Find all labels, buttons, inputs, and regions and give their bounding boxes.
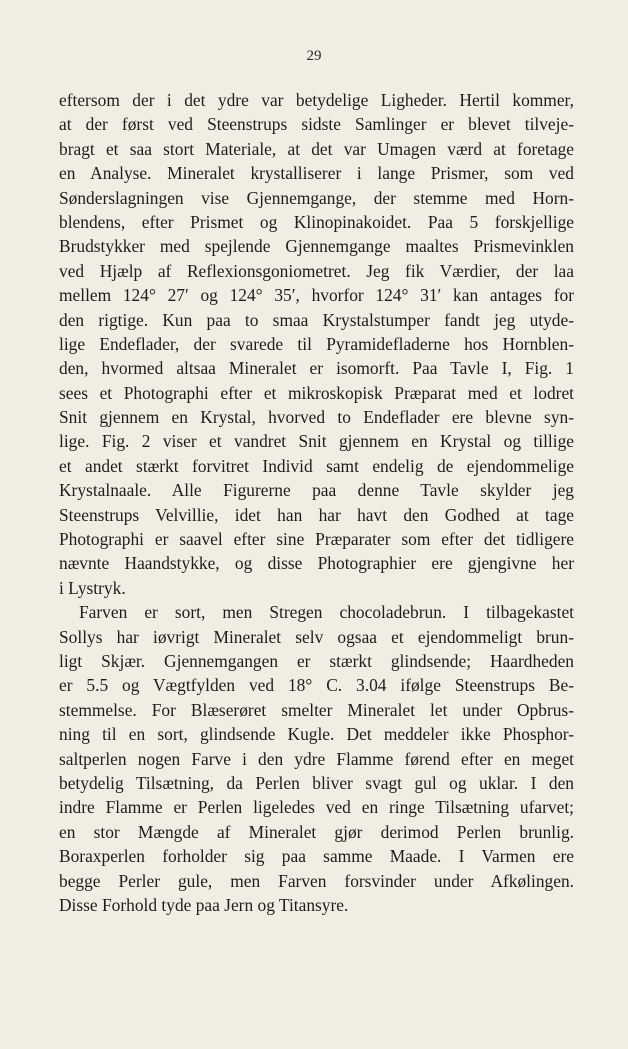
text-line: en Analyse. Mineralet krystalliserer i lange Prismer, som ved (59, 163, 574, 184)
body-text (59, 88, 574, 917)
text-line: blendens, efter Prismet og Klinopinakoidet. Paa 5 forskjellige (59, 211, 574, 232)
text-line: betydelig Tilsætning, da Perlen bliver svagt gul og uklar. I den (59, 772, 574, 793)
text-line: en stor Mængde af Mineralet gjør derimod Perlen brunlig. (59, 821, 574, 842)
text-line: den rigtige. Kun paa to smaa Krystalstumper fandt jeg utyde- (59, 309, 574, 330)
text-line: ved Hjælp af Reflexionsgoniometret. Jeg fik Værdier, der laa (59, 260, 574, 281)
text-line: sees et Photographi efter et mikroskopisk Præparat med et lodret (59, 382, 574, 403)
text-line: mellem 124° 27′ og 124° 35′, hvorfor 124° 31′ kan antages for (59, 285, 574, 306)
text-line: Snit gjennem en Krystal, hvorved to Endeflader ere blevne syn- (59, 407, 574, 428)
text-line: begge Perler gule, men Farven forsvinder under Afkølingen. (59, 870, 574, 891)
text-line: Farven er sort, men Stregen chocoladebrun. I tilbagekastet (79, 602, 574, 623)
text-line: ligt Skjær. Gjennemgangen er stærkt glindsende; Haardheden (59, 650, 574, 671)
text-line: saltperlen nogen Farve i den ydre Flamme førend efter en meget (59, 748, 574, 769)
text-line: eftersom der i det ydre var betydelige Ligheder. Hertil kommer, (59, 90, 574, 110)
text-line: Krystalnaale. Alle Figurerne paa denne Tavle skylder jeg (59, 480, 574, 501)
text-line: Disse Forhold tyde paa Jern og Titansyre. (59, 894, 349, 915)
text-line: lige. Fig. 2 viser et vandret Snit gjennem en Krystal og tillige (59, 431, 574, 452)
text-line: Photographi er saavel efter sine Præparater som efter det tidligere (59, 529, 574, 550)
text-line: et andet stærkt forvitret Individ samt endelig de ejendommelige (59, 455, 574, 476)
page-number: 29 (306, 48, 322, 64)
text-line: stemmelse. For Blæserøret smelter Mineralet let under Opbrus- (59, 699, 574, 720)
text-line: Steenstrups Velvillie, idet han har havt den Godhed at tage (59, 504, 574, 525)
text-line: i Lystryk. (59, 577, 126, 598)
text-line: indre Flamme er Perlen ligeledes ved en ringe Tilsætning ufarvet; (59, 797, 574, 818)
text-line: lige Endeflader, der svarede til Pyramidefladerne hos Hornblen- (59, 333, 574, 354)
text-line: Sollys har iøvrigt Mineralet selv ogsaa et ejendommeligt brun- (59, 626, 574, 647)
text-line: Brudstykker med spejlende Gjennemgange maaltes Prismevinklen (59, 236, 574, 257)
text-line: den, hvormed altsaa Mineralet er isomorft. Paa Tavle I, Fig. 1 (59, 358, 574, 379)
text-line: Sønderslagningen vise Gjennemgange, der stemme med Horn- (59, 187, 574, 208)
text-line: ning til en sort, glindsende Kugle. Det meddeler ikke Phosphor- (59, 724, 574, 745)
text-line: bragt et saa stort Materiale, at det var Umagen værd at foretage (59, 138, 574, 159)
text-line: nævnte Haandstykke, og disse Photographier ere gjengivne her (59, 553, 574, 574)
text-line: at der først ved Steenstrups sidste Samlinger er blevet tilveje- (59, 114, 574, 135)
text-line: Boraxperlen forholder sig paa samme Maade. I Varmen ere (59, 846, 574, 867)
text-line: er 5.5 og Vægtfylden ved 18° C. 3.04 ifølge Steenstrups Be- (59, 675, 574, 696)
